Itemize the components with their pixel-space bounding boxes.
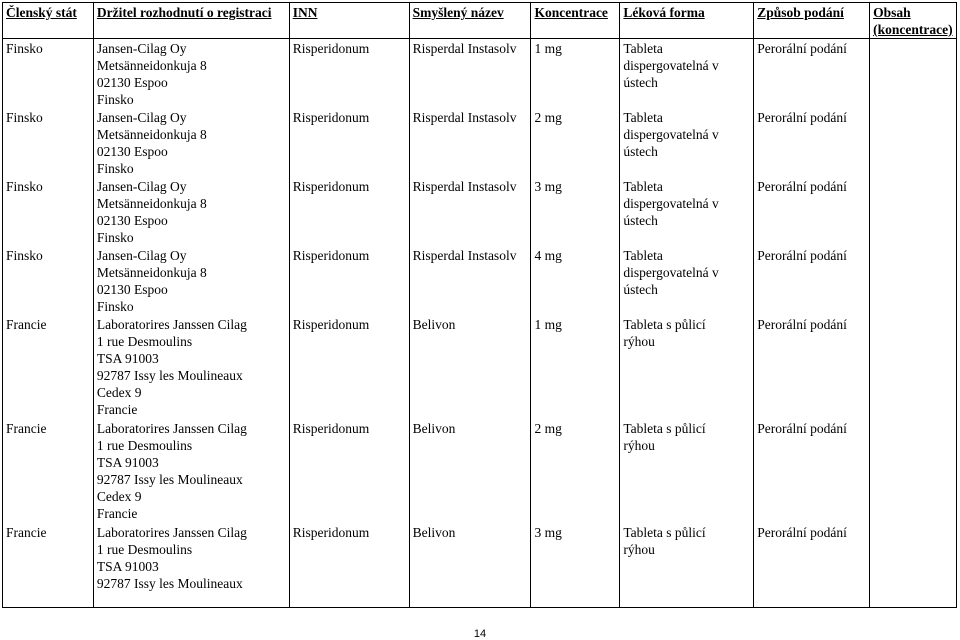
form-cell-line: ústech <box>623 213 658 228</box>
content-cell <box>870 315 957 419</box>
holder-cell-line: Finsko <box>96 161 134 176</box>
strength-cell: 1 mg <box>531 315 620 419</box>
invented-name-cell: Risperdal Instasolv <box>410 177 532 246</box>
form-cell-line: Tableta s půlicí <box>623 525 706 540</box>
header-content <box>870 3 957 38</box>
invented-name-cell: Belivon <box>410 523 532 607</box>
member-state-cell: Francie <box>3 419 94 523</box>
route-cell: Perorální podání <box>754 523 870 607</box>
table-header <box>2 2 957 39</box>
strength-cell: 1 mg <box>531 39 620 108</box>
header-route: Způsob podání <box>754 3 870 38</box>
form-cell <box>620 39 754 108</box>
holder-cell-line: Finsko <box>96 230 134 245</box>
member-state-cell: Finsko <box>3 177 94 246</box>
strength-cell: 4 mg <box>531 246 620 315</box>
content-cell <box>870 108 957 177</box>
route-cell: Perorální podání <box>754 177 870 246</box>
holder-cell-line: Francie <box>96 402 138 417</box>
route-cell: Perorální podání <box>754 39 870 108</box>
form-cell <box>620 315 754 419</box>
header-content-line2: (koncentrace) <box>873 22 953 37</box>
page-number: 14 <box>473 628 487 640</box>
table-row <box>2 177 957 246</box>
form-cell-line: rýhou <box>623 438 655 453</box>
holder-cell-line: TSA 91003 <box>96 351 159 366</box>
holder-cell-line: Cedex 9 <box>96 385 142 400</box>
content-cell <box>870 39 957 108</box>
form-cell-line: Tableta <box>623 41 663 56</box>
holder-cell-line: 1 rue Desmoulins <box>96 334 193 349</box>
holder-cell-line: TSA 91003 <box>96 559 159 574</box>
header-inn: INN <box>290 3 410 38</box>
holder-cell-line: Laboratorires Janssen Cilag <box>96 317 247 332</box>
header-content-line1: Obsah <box>873 5 911 20</box>
table-row <box>2 246 957 315</box>
form-cell-line: ústech <box>623 144 658 159</box>
form-cell <box>620 523 754 607</box>
holder-cell-line: Jansen-Cilag Oy <box>96 179 187 194</box>
member-state-cell: Francie <box>3 523 94 607</box>
invented-name-cell: Belivon <box>410 419 532 523</box>
header-strength: Koncentrace <box>531 3 620 38</box>
holder-cell-line: Metsänneidonkuja 8 <box>96 265 207 280</box>
holder-cell <box>94 177 290 246</box>
holder-cell-line: TSA 91003 <box>96 455 159 470</box>
route-cell: Perorální podání <box>754 419 870 523</box>
form-cell <box>620 108 754 177</box>
strength-cell: 2 mg <box>531 108 620 177</box>
holder-cell-line: Jansen-Cilag Oy <box>96 248 187 263</box>
holder-cell-line: Cedex 9 <box>96 489 142 504</box>
invented-name-cell: Belivon <box>410 315 532 419</box>
member-state-cell: Finsko <box>3 246 94 315</box>
table-row <box>2 108 957 177</box>
holder-cell-line: 1 rue Desmoulins <box>96 542 193 557</box>
form-cell <box>620 177 754 246</box>
table-row <box>2 315 957 419</box>
holder-cell-line: 92787 Issy les Moulineaux <box>96 368 243 383</box>
form-cell-line: Tableta s půlicí <box>623 421 706 436</box>
form-cell <box>620 246 754 315</box>
header-member-state: Členský stát <box>3 3 94 38</box>
holder-cell-line: Finsko <box>96 92 134 107</box>
content-cell <box>870 246 957 315</box>
holder-cell-line: 92787 Issy les Moulineaux <box>96 472 243 487</box>
holder-cell-line: Metsänneidonkuja 8 <box>96 58 207 73</box>
holder-cell-line: Jansen-Cilag Oy <box>96 41 187 56</box>
member-state-cell: Finsko <box>3 39 94 108</box>
content-cell <box>870 419 957 523</box>
inn-cell: Risperidonum <box>290 419 410 523</box>
form-cell-line: Tableta <box>623 179 663 194</box>
holder-cell-line: Laboratorires Janssen Cilag <box>96 525 247 540</box>
holder-cell-line: 02130 Espoo <box>96 213 168 228</box>
form-cell-line: dispergovatelná v <box>623 265 719 280</box>
member-state-cell: Finsko <box>3 108 94 177</box>
holder-cell <box>94 108 290 177</box>
strength-cell: 3 mg <box>531 177 620 246</box>
holder-cell <box>94 39 290 108</box>
holder-cell-line: Jansen-Cilag Oy <box>96 110 187 125</box>
form-cell-line: dispergovatelná v <box>623 196 719 211</box>
holder-cell-line: 92787 Issy les Moulineaux <box>96 576 243 591</box>
inn-cell: Risperidonum <box>290 246 410 315</box>
registration-table <box>2 2 957 608</box>
form-cell-line: ústech <box>623 282 658 297</box>
form-cell-line: dispergovatelná v <box>623 58 719 73</box>
holder-cell-line: Finsko <box>96 299 134 314</box>
holder-cell-line: Metsänneidonkuja 8 <box>96 127 207 142</box>
holder-cell-line: 02130 Espoo <box>96 144 168 159</box>
inn-cell: Risperidonum <box>290 315 410 419</box>
holder-cell-line: 02130 Espoo <box>96 75 168 90</box>
inn-cell: Risperidonum <box>290 108 410 177</box>
form-cell-line: rýhou <box>623 542 655 557</box>
holder-cell <box>94 419 290 523</box>
form-cell-line: Tableta <box>623 110 663 125</box>
inn-cell: Risperidonum <box>290 177 410 246</box>
route-cell: Perorální podání <box>754 108 870 177</box>
form-cell-line: Tableta s půlicí <box>623 317 706 332</box>
content-cell <box>870 177 957 246</box>
header-holder: Držitel rozhodnutí o registraci <box>94 3 290 38</box>
holder-cell-line: 02130 Espoo <box>96 282 168 297</box>
holder-cell-line: Metsänneidonkuja 8 <box>96 196 207 211</box>
table-row <box>2 523 957 608</box>
table-body <box>2 39 957 608</box>
route-cell: Perorální podání <box>754 246 870 315</box>
form-cell-line: ústech <box>623 75 658 90</box>
route-cell: Perorální podání <box>754 315 870 419</box>
form-cell <box>620 419 754 523</box>
holder-cell-line: 1 rue Desmoulins <box>96 438 193 453</box>
header-pharmaceutical-form: Léková forma <box>620 3 754 38</box>
form-cell-line: Tableta <box>623 248 663 263</box>
form-cell-line: dispergovatelná v <box>623 127 719 142</box>
invented-name-cell: Risperdal Instasolv <box>410 39 532 108</box>
table-row <box>2 39 957 108</box>
invented-name-cell: Risperdal Instasolv <box>410 246 532 315</box>
holder-cell-line: Laboratorires Janssen Cilag <box>96 421 247 436</box>
holder-cell <box>94 246 290 315</box>
member-state-cell: Francie <box>3 315 94 419</box>
invented-name-cell: Risperdal Instasolv <box>410 108 532 177</box>
inn-cell: Risperidonum <box>290 523 410 607</box>
holder-cell <box>94 523 290 607</box>
form-cell-line: rýhou <box>623 334 655 349</box>
content-cell <box>870 523 957 607</box>
strength-cell: 3 mg <box>531 523 620 607</box>
table-row <box>2 419 957 523</box>
holder-cell-line: Francie <box>96 506 138 521</box>
strength-cell: 2 mg <box>531 419 620 523</box>
header-invented-name: Smyšlený název <box>410 3 532 38</box>
holder-cell <box>94 315 290 419</box>
inn-cell: Risperidonum <box>290 39 410 108</box>
